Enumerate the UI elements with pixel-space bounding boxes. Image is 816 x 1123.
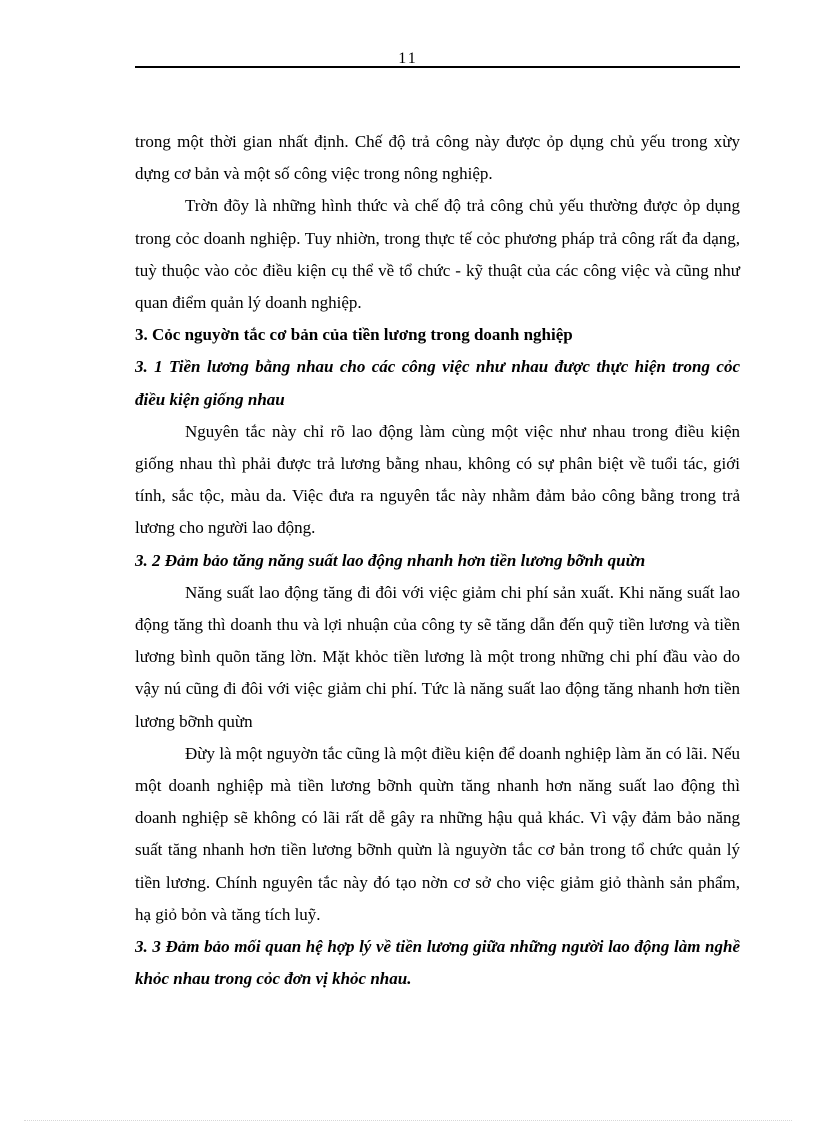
page-bottom-divider	[24, 1120, 792, 1121]
section-heading-wage-principles: 3. Cỏc nguyờn tắc cơ bản của tiền lương trong doanh nghiệp	[135, 325, 573, 345]
paragraph-productivity-principle: Đừy là một nguyờn tắc cũng là một điều kiện để doanh nghiệp làm ăn có lãi. Nếu một doanh nghiệp mà tiền lương bỡnh quừn tăng nhanh hơn năng suất lao động thì doanh nghiệp sẽ không có lãi rất dễ gây ra những hậu quả khác. Vì vậy đảm bảo năng suất tăng nhanh hơn tiền lương bỡnh quừn là nguyờn tắc cơ bản trong tổ chức quản lý tiền lương. Chính nguyên tắc này đó tạo nờn cơ sở cho việc giảm giỏ thành sản phẩm, hạ giỏ bỏn và tăng tích luỹ.	[135, 743, 740, 924]
subheading-3-1-equal-pay: 3. 1 Tiền lương bằng nhau cho các công việc như nhau được thực hiện trong cỏc điều kiện giống nhau	[135, 357, 740, 409]
page-number: 11	[398, 50, 418, 67]
paragraph-continuation: trong một thời gian nhất định. Chế độ trả công này được ỏp dụng chủ yếu trong xừy dựng cơ bản và một số công việc trong nông nghiệp.	[135, 132, 740, 184]
subheading-3-3-reasonable-relation: 3. 3 Đảm bảo mối quan hệ hợp lý về tiền lương giữa những người lao động làm nghề khỏc nhau trong cỏc đơn vị khỏc nhau.	[135, 937, 740, 989]
paragraph-productivity-growth: Năng suất lao động tăng đi đôi với việc giảm chi phí sản xuất. Khi năng suất lao động tăng thì doanh thu và lợi nhuận của công ty sẽ tăng dẫn đến quỹ tiền lương và tiền lương bình quõn tăng lờn. Mặt khỏc tiền lương là một trong những chi phí đầu vào do vậy nú cũng đi đôi với việc giảm chi phí. Tức là năng suất lao động tăng nhanh hơn tiền lương bỡnh quừn	[135, 582, 740, 731]
body-text	[135, 126, 740, 995]
subheading-3-2-productivity: 3. 2 Đảm bảo tăng năng suất lao động nhanh hơn tiền lương bỡnh quừn	[135, 550, 646, 570]
paragraph-payment-forms-summary: Trờn đõy là những hình thức và chế độ trả công chủ yếu thường được ỏp dụng trong cỏc doanh nghiệp. Tuy nhiờn, trong thực tế cỏc phương pháp trả công rất đa dạng, tuỳ thuộc vào cỏc điều kiện cụ thể về tổ chức - kỹ thuật của các công việc và cũng như quan điểm quản lý doanh nghiệp.	[135, 196, 740, 313]
paragraph-equal-pay: Nguyên tắc này chỉ rõ lao động làm cùng một việc như nhau trong điều kiện giống nhau thì phải được trả lương bằng nhau, không có sự phân biệt về tuổi tác, giới tính, sắc tộc, màu da. Việc đưa ra nguyên tắc này nhằm đảm bảo công bằng trong trả lương cho người lao động.	[135, 421, 740, 538]
header-rule	[135, 66, 740, 68]
